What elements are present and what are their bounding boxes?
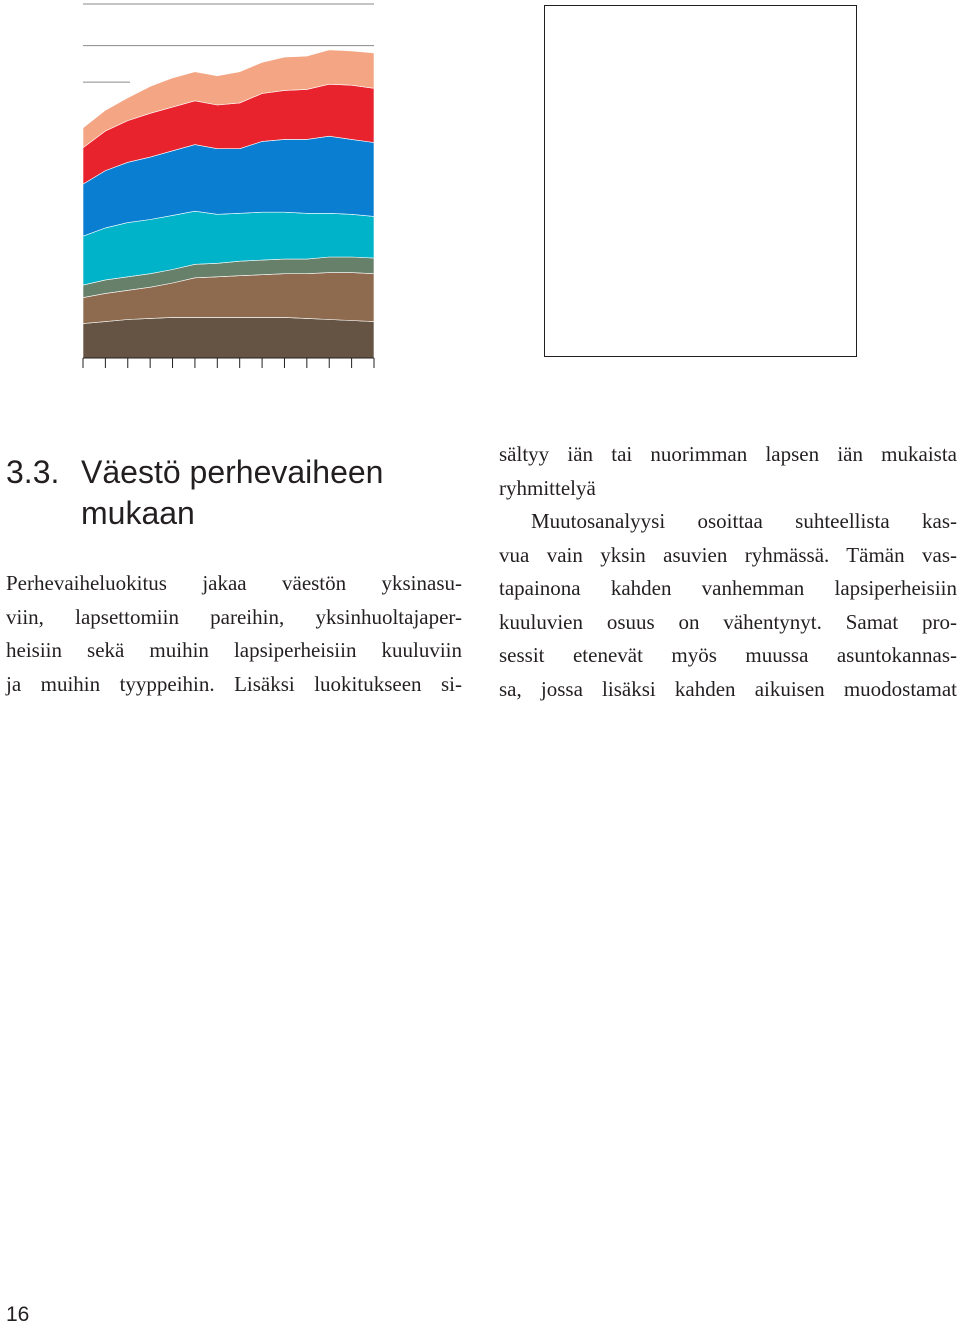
section-heading [6,452,456,534]
paragraph-line: heisiin sekä muihin lapsiperheisiin kuuluviin [6,638,462,662]
paragraph-line: ja muihin tyyppeihin. Lisäksi luokitukseen si- [6,671,462,696]
area-series-1 [83,317,374,358]
paragraph-line: sa, jossa lisäksi kahden aikuisen muodostamat [499,676,957,701]
paragraph-line: vua vain yksin asuvien ryhmässä. Tämän vas- [499,542,957,567]
chart-svg [0,0,400,380]
paragraph-line: tapainona kahden vanhemman lapsiperheisiin [499,576,957,600]
section-number: 3.3. [6,454,60,490]
paragraph-line: ryhmittelyä [499,475,596,500]
paragraph-line: Muutosanalyysi osoittaa suhteellista kas- [531,509,957,533]
section-title-line2: mukaan [81,495,195,531]
empty-figure-frame [544,5,857,357]
paragraph-line: Perhevaiheluokitus jakaa väestön yksinasu- [6,571,462,595]
right-text-column [499,438,957,706]
paragraph-line: sessit etenevät myös muussa asuntokannas- [499,643,957,667]
paragraph-line: viin, lapsettomiin pareihin, yksinhuoltajaper- [6,604,462,629]
paragraph-line: sältyy iän tai nuorimman lapsen iän mukaista [499,442,957,466]
paragraph-line: kuuluvien osuus on vähentynyt. Samat pro- [499,609,957,634]
left-text-column [6,567,462,701]
page-number: 16 [6,1303,30,1326]
section-title-line1: Väestö perhevaiheen [81,454,384,490]
stacked-area-chart [0,0,400,380]
